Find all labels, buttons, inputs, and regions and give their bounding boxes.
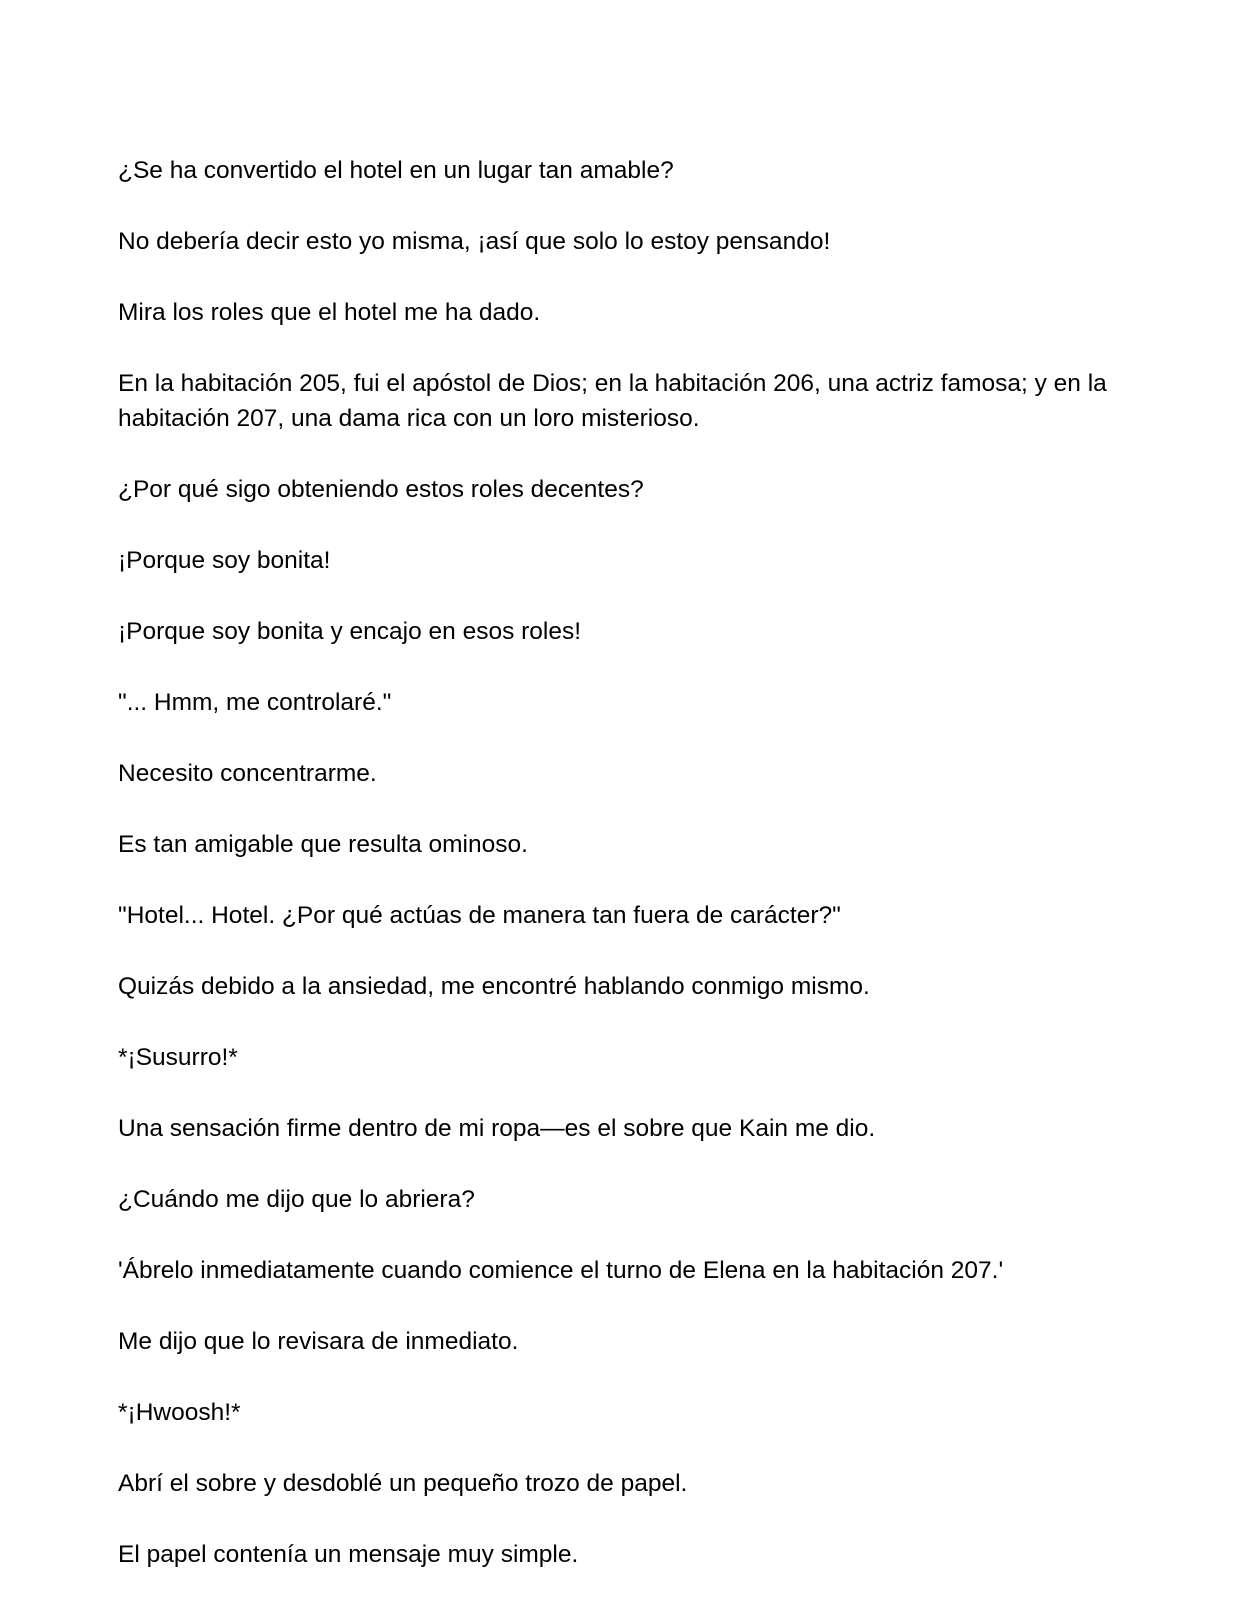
paragraph: ¿Se ha convertido el hotel en un lugar tan amable? <box>118 157 674 184</box>
paragraph: Mira los roles que el hotel me ha dado. <box>118 299 541 326</box>
paragraph: Me dijo que lo revisara de inmediato. <box>118 1328 519 1355</box>
paragraph: Quizás debido a la ansiedad, me encontré hablando conmigo mismo. <box>118 973 870 1000</box>
paragraph: ¿Por qué sigo obteniendo estos roles decentes? <box>118 476 644 503</box>
paragraph: "... Hmm, me controlaré." <box>118 689 392 716</box>
paragraph: Necesito concentrarme. <box>118 760 377 787</box>
paragraph: "Hotel... Hotel. ¿Por qué actúas de manera tan fuera de carácter?" <box>118 902 841 929</box>
paragraph: No debería decir esto yo misma, ¡así que solo lo estoy pensando! <box>118 228 831 255</box>
paragraph: ¡Porque soy bonita y encajo en esos roles! <box>118 618 582 645</box>
paragraph: En la habitación 205, fui el apóstol de Dios; en la habitación 206, una actriz famosa; y en la habitación 207, una dama rica con un loro misterioso. <box>118 370 1107 432</box>
paragraph: 'Ábrelo inmediatamente cuando comience el turno de Elena en la habitación 207.' <box>118 1257 1004 1284</box>
paragraph: El papel contenía un mensaje muy simple. <box>118 1541 579 1568</box>
paragraph: ¡Porque soy bonita! <box>118 547 331 574</box>
paragraph: *¡Susurro!* <box>118 1044 238 1071</box>
paragraph: Abrí el sobre y desdoblé un pequeño trozo de papel. <box>118 1470 688 1497</box>
paragraph: *¡Hwoosh!* <box>118 1399 241 1426</box>
document-body <box>118 153 1128 1608</box>
paragraph: Es tan amigable que resulta ominoso. <box>118 831 528 858</box>
paragraph: ¿Cuándo me dijo que lo abriera? <box>118 1186 475 1213</box>
paragraph: Una sensación firme dentro de mi ropa—es el sobre que Kain me dio. <box>118 1115 876 1142</box>
